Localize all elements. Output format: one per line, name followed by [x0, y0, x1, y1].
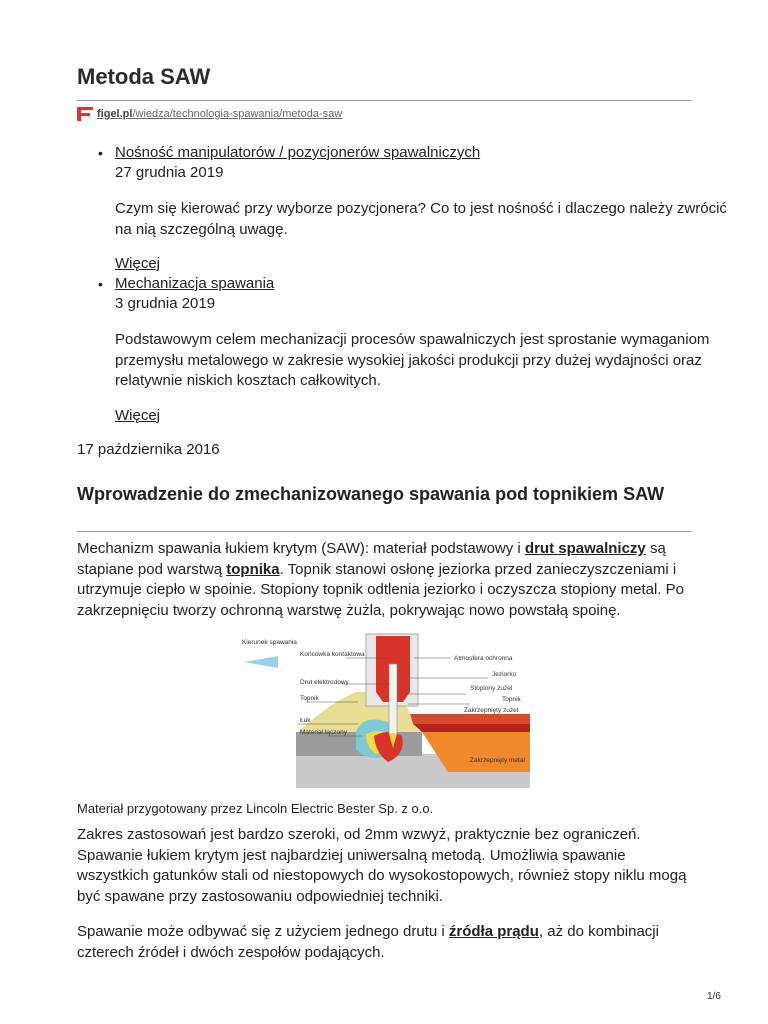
figure-caption: Materiał przygotowany przez Lincoln Electric Bester Sp. z o.o.: [77, 801, 434, 816]
diagram-label-solid-metal: Zakrzepnięty metal: [470, 757, 525, 764]
diagram-label-wire: Drut elektrodowy: [300, 679, 349, 686]
related-articles-list: [77, 143, 735, 426]
related-article-excerpt: Czym się kierować przy wyborze pozycjonera? Co to jest nośność i dlaczego należy zwrócić na nią szczególną uwagę.: [115, 200, 727, 238]
diagram-label-pool: Jeziorko: [492, 671, 517, 678]
power-source-link[interactable]: źródła prądu: [448, 923, 539, 940]
diagram-label-flux: Topnik: [300, 695, 319, 702]
text-run: . Topnik stanowi osłonę jeziorka przed zanieczyszczeniami i utrzymuje ciepło w spoinie. Stopiony topnik odtlenia jeziorko i oczyszcza stopiony metal. Po zakrzepnięciu tworzy ochronną warstwę żużla, pokrywając nowo powstałą spoinę.: [77, 560, 684, 619]
related-article-excerpt: Podstawowym celem mechanizacji procesów spawalniczych jest sprostanie wymaganiom przemysłu metalowego w zakresie wysokiej jakości produkcji przy dużej wydajności oraz relatywnie niskich kosztach całkowitych.: [115, 331, 710, 389]
read-more-link[interactable]: Więcej: [115, 406, 161, 424]
list-item: [115, 274, 735, 426]
page-title: Metoda SAW: [77, 64, 211, 89]
power-paragraph: [77, 922, 697, 963]
related-article-link[interactable]: • Mechanizacja spawania: [115, 275, 275, 292]
heading-divider: [77, 531, 692, 532]
text-run: Mechanizm spawania łukiem krytym (SAW): materiał podstawowy i: [77, 540, 525, 557]
intro-paragraph: [77, 539, 697, 621]
source-domain: figel.pl: [97, 108, 133, 120]
related-article-date: 27 grudnia 2019: [115, 164, 224, 181]
diagram-label-flux-right: Topnik: [502, 696, 521, 703]
figel-f-logo-icon: [77, 107, 93, 121]
related-article-link[interactable]: • Nośność manipulatorów / pozycjonerów spawalniczych: [115, 144, 481, 161]
saw-process-diagram: [238, 632, 530, 792]
related-article-date: 3 grudnia 2019: [115, 295, 216, 312]
flux-link[interactable]: topnika: [226, 560, 280, 578]
source-link[interactable]: [97, 108, 342, 120]
diagram-label-shield-atmosphere: Atmosfera ochronna: [454, 655, 513, 662]
page-number: 1/6: [707, 991, 721, 1002]
source-path: /wiedza/technologia-spawania/metoda-saw: [132, 108, 343, 120]
diagram-label-base-material: Materiał łączony: [300, 729, 347, 736]
diagram-label-contact-tip: Końcówka kontaktowa: [300, 651, 365, 658]
text-run: , aż do kombinacji czterech źródeł i dwóch zespołów podających.: [77, 923, 659, 961]
title-divider: [77, 100, 692, 101]
read-more-link[interactable]: Więcej: [115, 255, 161, 272]
text-run: są stapiane pod warstwą: [77, 540, 666, 578]
diagram-label-arc: Łuk: [300, 717, 311, 724]
diagram-direction-label: Kierunek spawania: [242, 639, 297, 646]
diagram-label-molten-slag: Stopiony żużel: [470, 685, 513, 692]
list-item: [115, 143, 735, 274]
diagram-label-solid-slag: Zakrzepnięty żużel: [464, 707, 519, 714]
post-date: 17 października 2016: [77, 441, 220, 458]
section-heading: Wprowadzenie do zmechanizowanego spawania pod topnikiem SAW: [77, 484, 665, 504]
wire-link[interactable]: drut spawalniczy: [524, 540, 646, 557]
text-run: Spawanie może odbywać się z użyciem jednego drutu i: [77, 923, 449, 940]
scope-paragraph: Zakres zastosowań jest bardzo szeroki, od 2mm wzwyż, praktycznie bez ograniczeń. Spawanie łukiem krytym jest najbardziej uniwersalną metodą. Umożliwia spawanie wszystkich gatunków stali od niestopowych do wysokostopowych, również stopy niklu mogą być spawane przy zastosowaniu odpowiedniej techniki.: [77, 826, 687, 905]
source-url: [77, 107, 342, 121]
